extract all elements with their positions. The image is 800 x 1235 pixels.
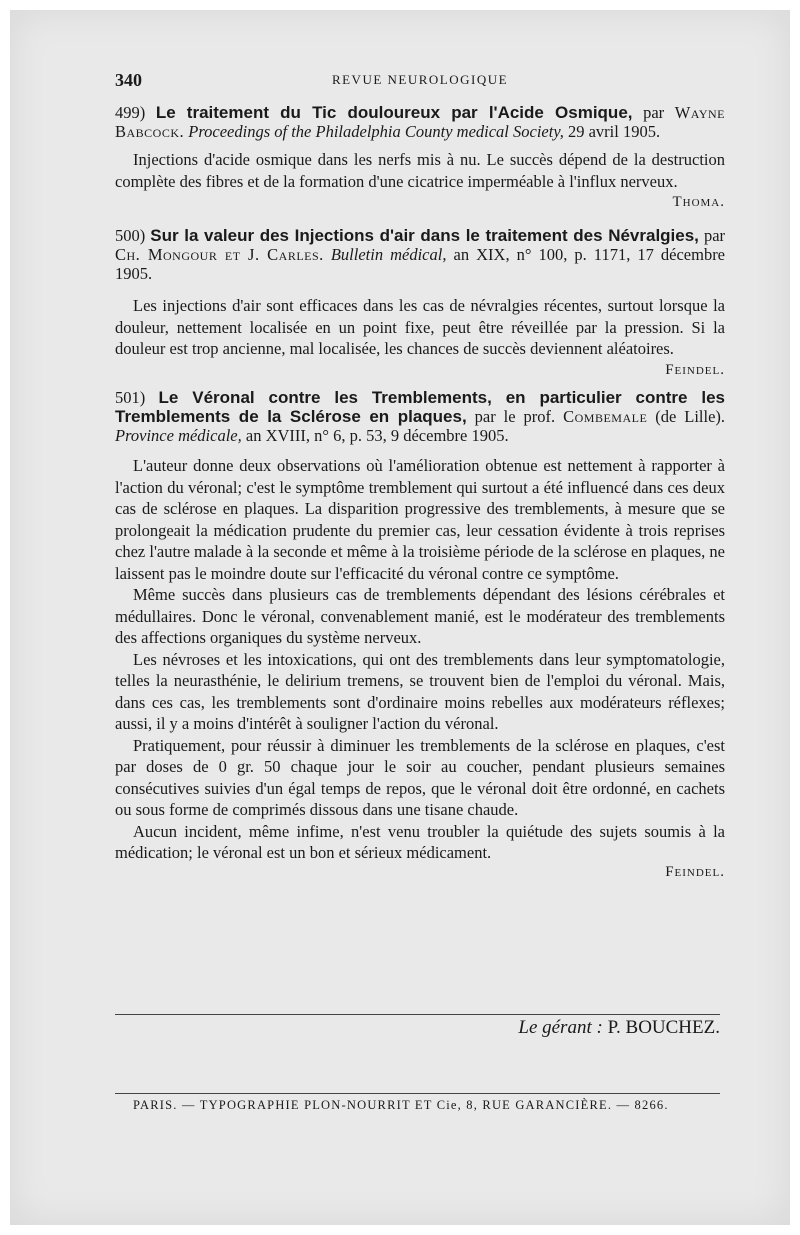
paragraph-text: Les injections d'air sont efficaces dans les cas de névralgies récentes, surtout lorsque la douleur, nettement localisée en un point fixe, peut être réveillée par la pression. Si la douleur est trop ancienne, mal localisée, les chances de succès deviennent aléatoires. bbox=[115, 296, 725, 358]
entry-paragraph: L'auteur donne deux observations où l'amélioration obtenue est nettement à rapporter à l'action du véronal; c'est le symptôme tremblement qui surtout a été influencé dans ces deux cas de sclérose en plaques. La disparition progressive des tremblements, à mesure que se prolongeait la médication prudente du premier cas, leur cessation évidente à trois reprises chez l'autre malade à la seconde et même à la troisième période de la sclérose en plaques, ne laissent pas le moindre doute sur l'efficacité du véronal contre ce symptôme. bbox=[115, 456, 725, 583]
entry-heading bbox=[115, 103, 725, 141]
imprint-rule bbox=[115, 1093, 720, 1094]
entry-by: par le prof. bbox=[474, 407, 556, 426]
entry-title: Sur la valeur des Injections d'air dans le traitement des Névralgies, bbox=[150, 226, 699, 245]
entry-paragraph: Aucun incident, même infime, n'est venu troubler la quiétude des sujets soumis à la médication; le véronal est un bon et sérieux médicament. bbox=[115, 821, 725, 862]
entry-number: 500) bbox=[115, 226, 146, 245]
entry-source: Bulletin médical, bbox=[330, 245, 447, 264]
entry-author: Combemale bbox=[563, 407, 648, 426]
entry-by: par bbox=[643, 103, 665, 122]
entry-499 bbox=[115, 103, 725, 214]
entry-501 bbox=[115, 388, 725, 881]
entry-title: Le traitement du Tic douloureux par l'Acide Osmique, bbox=[155, 103, 633, 122]
entry-source: Province médicale, bbox=[115, 426, 242, 445]
entry-date: an XIX, n° 100, p. 1171, 17 décembre 1905. bbox=[115, 245, 726, 283]
entry-heading bbox=[115, 388, 725, 445]
gerant-label: Le gérant : bbox=[518, 1017, 603, 1038]
printer-imprint: PARIS. — TYPOGRAPHIE PLON-NOURRIT ET Cie, 8, RUE GARANCIÈRE. — 8266. bbox=[133, 1098, 669, 1112]
running-head bbox=[115, 70, 725, 90]
footer-rule bbox=[115, 1014, 720, 1015]
entry-number: 499) bbox=[115, 103, 146, 122]
gerant-name: P. BOUCHEZ. bbox=[607, 1017, 720, 1038]
entry-paragraph bbox=[115, 295, 725, 378]
entry-signature: Feindel. bbox=[665, 361, 725, 378]
entry-signature: Feindel. bbox=[665, 863, 725, 880]
entry-date: 29 avril 1905. bbox=[567, 122, 661, 141]
entry-heading bbox=[115, 226, 725, 283]
entry-by: par bbox=[703, 226, 726, 245]
entry-paragraph: Même succès dans plusieurs cas de tremblements dépendant des lésions cérébrales et médullaires. Donc le véronal, convenablement manié, est le modérateur des tremblements des affections organiques du système nerveux. bbox=[115, 585, 725, 647]
page-number: 340 bbox=[115, 70, 142, 90]
entry-paragraph: Pratiquement, pour réussir à diminuer les tremblements de la sclérose en plaques, c'est par doses de 0 gr. 50 chaque jour le soir au coucher, pendant plusieurs semaines consécutives suivies d'un égal temps de repos, que le véronal doit être ordonné, en cachets ou sous forme de comprimés dissous dans une tisane chaude. bbox=[115, 735, 725, 819]
entry-source: Proceedings of the Philadelphia County medical Society, bbox=[188, 122, 564, 141]
entry-500 bbox=[115, 226, 725, 381]
entry-author: Wayne Babcock. bbox=[115, 103, 726, 141]
entry-number: 501) bbox=[115, 388, 146, 407]
gerant-line bbox=[115, 1017, 720, 1039]
entry-signature: Thoma. bbox=[672, 194, 725, 210]
entry-title: Le Véronal contre les Tremblements, en particulier contre les Tremblements de la Sclérose en plaques, bbox=[115, 388, 725, 426]
paragraph-text: Injections d'acide osmique dans les nerfs mis à nu. Le succès dépend de la destruction complète des fibres et de la formation d'une cicatrice imperméable à l'influx nerveux. bbox=[115, 150, 725, 191]
entry-date: an XVIII, n° 6, p. 53, 9 décembre 1905. bbox=[245, 426, 509, 445]
journal-title: REVUE NEUROLOGIQUE bbox=[331, 72, 509, 87]
entry-paragraph bbox=[115, 149, 725, 210]
entry-author: Ch. Mongour et J. Carles. bbox=[115, 245, 324, 264]
entry-paragraph: Les névroses et les intoxications, qui ont des tremblements dans leur symptomatologie, telles la neurasthénie, le delirium tremens, se trouvent bien de l'emploi du véronal. Mais, dans ces cas, les tremblements sont d'ordinaire moins rebelles aux modérateurs réflexes; aussi, il y a moins d'intérêt à souligner l'action du véronal. bbox=[115, 649, 725, 733]
entry-author-place: (de Lille). bbox=[655, 407, 726, 426]
